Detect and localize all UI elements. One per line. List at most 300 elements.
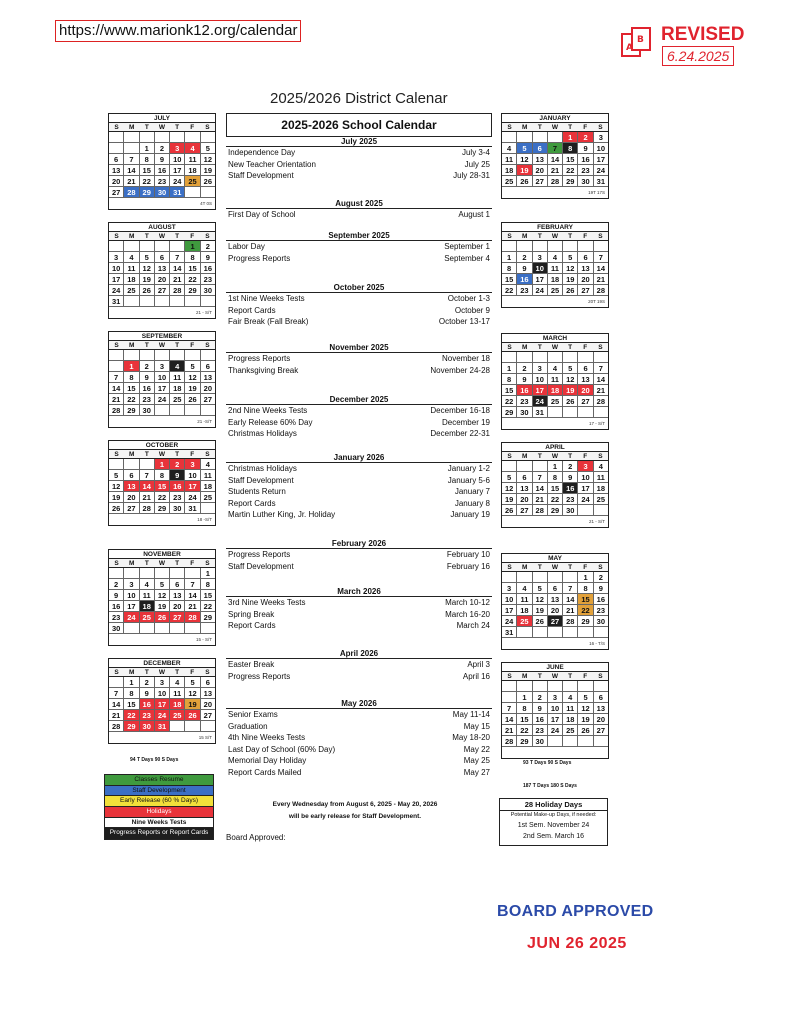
week-row [109,492,215,503]
day-cell: 22 [548,494,563,504]
day-cell: 19 [185,383,200,393]
day-cell: 30 [140,405,155,415]
day-cell [594,407,608,417]
day-cell: 21 [109,394,124,404]
day-cell [563,241,578,251]
month-day-count: 15 S/T [198,735,212,740]
month-day-count: 21 - S/T [195,310,212,315]
weekday-label: T [568,673,573,680]
day-cell: 27 [578,285,593,295]
week-row [502,165,608,176]
day-cell: 22 [140,176,155,186]
day-cell [533,572,548,582]
week-row [109,154,215,165]
day-cell: 9 [533,703,548,713]
weekday-label: F [583,344,588,351]
day-cell: 8 [563,143,578,153]
day-cell: 6 [205,678,210,687]
day-cell: 9 [578,143,593,153]
day-cell: 20 [109,176,124,186]
day-cell: 22 [124,394,139,404]
weekday-label: S [598,344,603,351]
day-cell [563,407,578,417]
week-row [109,459,215,470]
day-cell: 14 [109,383,124,393]
weekday-label: T [175,342,180,349]
day-cell: 5 [205,144,210,153]
calendar-section [226,231,492,264]
day-cell: 8 [548,472,563,482]
day-cell: 9 [140,372,155,382]
calendar-section [226,453,492,521]
day-cell: 31 [533,407,548,417]
day-cell: 25 [170,710,185,720]
weekday-label: S [114,451,119,458]
event-name: Easter Break [228,660,275,669]
day-cell: 14 [533,483,548,493]
day-cell: 3 [598,133,603,142]
day-cell: 24 [533,396,548,406]
day-cell [170,132,185,142]
day-cell: 26 [185,394,200,404]
event-name: 3rd Nine Weeks Tests [228,598,306,607]
day-cell: 11 [548,263,563,273]
holiday-box-line-2: 1st Sem. November 24 [517,822,590,829]
day-cell: 19 [140,274,155,284]
weekday-label: W [158,669,166,676]
event-row [226,498,492,510]
day-cell [548,352,563,362]
day-cell: 9 [140,688,155,698]
legend-item: Early Release (60 % Days) [105,796,213,807]
day-cell: 8 [124,688,139,698]
day-cell: 15 [185,263,200,273]
event-date: November 18 [441,354,490,363]
weekday-label: W [158,342,166,349]
day-cell: 19 [155,601,170,611]
day-cell: 21 [563,605,578,615]
weekday-label: W [158,451,166,458]
event-date: February 10 [446,550,490,559]
day-cell: 26 [109,503,124,513]
weekday-label: T [568,453,573,460]
event-date: July 28-31 [453,171,490,180]
day-cell: 28 [185,612,200,622]
day-cell [578,681,593,691]
day-cell: 16 [533,714,548,724]
weekday-label: S [598,124,603,131]
day-cell: 28 [548,176,563,186]
day-cell: 12 [502,483,517,493]
day-cell: 23 [170,492,185,502]
day-cell: 7 [533,472,548,482]
week-row [109,405,215,416]
event-row [226,209,492,221]
day-cell: 16 [596,595,605,604]
day-cell [502,352,517,362]
day-cell: 28 [124,187,139,197]
day-cell: 4 [140,579,155,589]
day-cell: 22 [124,710,139,720]
section-title: December 2025 [226,395,492,405]
weekday-label: M [129,451,135,458]
day-cell: 6 [598,693,603,702]
color-legend [104,774,214,840]
week-row [109,612,215,623]
month-day-count: 20T 19S [588,299,605,304]
week-row [502,692,608,703]
event-date: May 22 [463,744,490,754]
day-cell: 14 [563,594,578,604]
day-cell: 5 [140,252,155,262]
day-cell: 31 [502,627,517,637]
day-cell [548,627,563,637]
month-name: JANUARY [502,114,608,123]
day-cell: 29 [502,407,517,417]
day-cell: 9 [155,154,170,164]
day-cell: 16 [109,601,124,611]
weekday-label: F [583,453,588,460]
week-row [109,165,215,176]
day-cell: 11 [140,590,155,600]
day-cell: 3 [124,579,139,589]
day-cell: 15 [124,699,139,709]
month-day-count: 15 - S/T [195,637,212,642]
week-row [109,481,215,492]
event-row [226,405,492,417]
event-date: March 24 [456,621,490,630]
day-cell: 2 [517,363,532,373]
day-cell: 23 [203,275,212,284]
day-cell: 28 [596,397,605,406]
day-cell: 9 [109,590,124,600]
month-name: FEBRUARY [502,223,608,232]
weekday-label: W [158,560,166,567]
day-cell: 9 [205,253,210,262]
day-cell: 6 [170,579,185,589]
month-name: MAY [502,554,608,563]
event-date: March 10-12 [445,598,490,607]
calendar-section [226,587,492,632]
event-row [226,159,492,171]
day-cell: 21 [533,494,548,504]
day-cell: 26 [533,616,548,626]
event-row [226,293,492,305]
url-label[interactable]: https://www.marionk12.org/calendar [55,20,301,42]
day-cell: 12 [109,481,124,491]
day-cell: 12 [563,263,578,273]
day-cell: 31 [109,296,124,306]
week-row [109,285,215,296]
day-cell: 16 [155,165,170,175]
day-cell [578,407,593,417]
day-cell [517,461,532,471]
weekday-label: M [129,560,135,567]
day-cell [548,132,563,142]
day-cell: 5 [185,677,200,687]
event-row [226,353,492,365]
day-cell: 27 [124,503,139,513]
weekday-label: M [522,233,528,240]
weekday-label: F [583,564,588,571]
day-cell [502,132,517,142]
day-cell [533,681,548,691]
day-cell: 2 [140,677,155,687]
day-cell: 20 [155,274,170,284]
weekday-label: S [114,342,119,349]
event-date: May 18-20 [452,733,490,742]
weekday-label: M [129,233,135,240]
event-name: Fair Break (Fall Break) [228,317,309,326]
weekday-label: T [537,124,542,131]
day-cell: 10 [502,594,517,604]
day-cell: 10 [155,688,170,698]
event-date: February 16 [446,561,490,571]
day-cell: 28 [109,405,124,415]
event-date: April 3 [467,660,490,669]
day-cell: 28 [596,286,605,295]
weekday-label: S [598,453,603,460]
weekday-label: F [190,233,195,240]
section-title: August 2025 [226,199,492,209]
week-row [109,568,215,579]
day-cell [124,459,139,469]
day-cell: 31 [170,187,185,197]
day-cell: 17 [578,483,593,493]
day-cell: 20 [517,494,532,504]
day-cell: 2 [155,143,170,153]
day-cell [185,568,200,578]
day-cell [578,736,593,746]
month-name: APRIL [502,443,608,452]
day-cell: 8 [205,580,210,589]
weekday-label: S [205,124,210,131]
week-row [109,383,215,394]
day-cell: 8 [502,263,517,273]
day-cell [517,241,532,251]
week-row [502,374,608,385]
day-cell: 16 [140,383,155,393]
holiday-box-line-1: Potential Make-up Days, if needed: [510,812,597,818]
week-row [502,572,608,583]
day-cell: 20 [124,492,139,502]
weekday-label: F [190,669,195,676]
day-cell [124,350,139,360]
day-cell: 23 [596,606,605,615]
weekday-label: M [129,669,135,676]
day-cell: 18 [548,385,563,395]
day-cell: 5 [155,579,170,589]
day-cell: 15 [502,385,517,395]
day-cell: 14 [596,375,605,384]
day-cell: 15 [517,714,532,724]
day-cell [155,568,170,578]
day-cell [594,681,608,691]
day-cell: 24 [155,710,170,720]
event-name: Report Cards [228,621,276,630]
event-row [226,475,492,487]
day-cell [533,132,548,142]
day-cell [124,296,139,306]
month-calendar-august [108,222,216,319]
right-days-summary: 93 T Days 90 S Days [523,760,572,766]
day-cell: 13 [109,165,124,175]
week-row [109,274,215,285]
day-cell: 1 [155,459,170,469]
day-cell: 14 [109,699,124,709]
day-cell: 22 [502,396,517,406]
day-cell: 1 [205,569,210,578]
day-cell: 8 [124,372,139,382]
week-row [502,583,608,594]
day-cell [109,677,124,687]
day-cell: 14 [185,590,200,600]
week-row [109,579,215,590]
week-row [109,677,215,688]
day-cell: 4 [598,462,603,471]
event-date: December 16-18 [430,406,490,415]
day-cell [185,350,200,360]
week-row [502,407,608,418]
day-cell: 20 [578,274,593,284]
day-cell: 7 [140,470,155,480]
day-cell: 4 [563,692,578,702]
day-cell [578,241,593,251]
weekday-label: S [114,669,119,676]
day-cell: 13 [533,154,548,164]
day-cell: 7 [548,143,563,153]
week-row [502,725,608,736]
section-title: April 2026 [226,649,492,659]
section-title: November 2025 [226,343,492,353]
weekday-label: M [522,344,528,351]
day-cell [109,132,124,142]
day-cell: 10 [548,703,563,713]
day-cell: 6 [533,143,548,153]
event-name: Martin Luther King, Jr. Holiday [228,510,336,519]
day-cell: 12 [155,590,170,600]
event-row [226,561,492,573]
section-title: July 2025 [226,137,492,147]
day-cell: 20 [203,700,212,709]
day-cell: 29 [124,405,139,415]
day-cell: 3 [533,363,548,373]
day-cell [109,143,124,153]
day-cell: 3 [548,692,563,702]
day-cell: 30 [578,176,593,186]
day-cell [594,352,608,362]
day-cell: 5 [563,363,578,373]
event-row [226,509,492,521]
day-cell: 8 [140,154,155,164]
day-cell: 25 [596,495,605,504]
day-cell: 25 [517,616,532,626]
weekday-label: F [190,124,195,131]
day-cell [201,187,215,197]
event-row [226,549,492,561]
note-line-2: will be early release for Staff Development. [288,813,422,820]
day-cell: 27 [578,396,593,406]
day-cell [548,681,563,691]
event-row [226,744,492,756]
week-row [109,721,215,732]
day-cell: 21 [170,274,185,284]
day-cell [594,505,608,515]
note-line-1: Every Wednesday from August 6, 2025 - May 20, 2026 [272,801,438,808]
event-row [226,170,492,182]
weekday-label: T [568,564,573,571]
month-calendar-november [108,549,216,646]
event-name: Christmas Holidays [228,429,297,438]
day-cell [185,296,200,306]
month-name: DECEMBER [109,659,215,668]
day-cell: 15 [578,594,593,604]
week-row [109,590,215,601]
week-row [109,350,215,361]
day-cell: 22 [517,725,532,735]
day-cell: 6 [517,472,532,482]
day-cell [185,405,200,415]
section-title: May 2026 [226,699,492,709]
weekday-label: S [114,560,119,567]
day-cell: 27 [533,176,548,186]
day-cell: 4 [502,143,517,153]
event-row [226,417,492,429]
day-cell [155,241,170,251]
weekday-label: W [551,564,559,571]
day-cell: 27 [155,285,170,295]
weekday-label: F [583,233,588,240]
day-cell: 30 [517,407,532,417]
week-row [502,274,608,285]
event-name: Labor Day [228,242,265,251]
day-cell: 5 [517,143,532,153]
section-title: October 2025 [226,283,492,293]
day-cell [140,350,155,360]
day-cell: 4 [517,583,532,593]
event-date: May 25 [463,756,490,765]
event-row [226,147,492,159]
month-name: AUGUST [109,223,215,232]
event-date: March 16-20 [445,609,490,619]
day-cell: 17 [502,605,517,615]
day-cell: 18 [596,484,605,493]
week-row [502,396,608,407]
day-cell: 7 [124,154,139,164]
event-name: 2nd Nine Weeks Tests [228,406,308,415]
event-name: Independence Day [228,148,296,157]
event-name: Early Release 60% Day [228,417,313,427]
week-row [502,505,608,516]
day-cell: 1 [140,143,155,153]
weekday-label: T [537,233,542,240]
revised-stamp: REVISED [661,24,745,45]
day-cell: 11 [517,594,532,604]
event-row [226,767,492,779]
day-cell: 13 [578,263,593,273]
day-cell: 19 [185,699,200,709]
weekday-label: T [144,233,149,240]
week-row [109,601,215,612]
day-cell [578,505,593,515]
day-cell: 7 [502,703,517,713]
weekday-header [109,668,215,677]
day-cell: 6 [578,252,593,262]
day-cell: 24 [109,285,124,295]
day-cell [563,627,578,637]
weekday-label: W [551,673,559,680]
month-calendar-january [501,113,609,199]
